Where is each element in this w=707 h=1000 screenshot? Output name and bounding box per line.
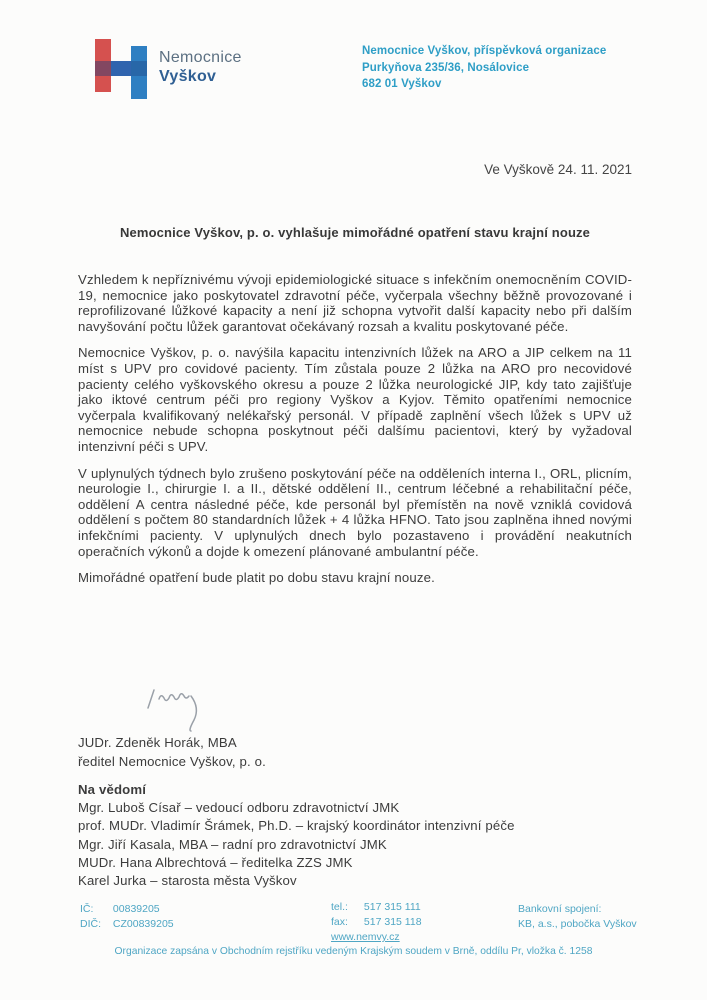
signature-block	[78, 686, 378, 771]
cc-heading: Na vědomí	[78, 782, 147, 797]
fax-row	[331, 915, 422, 930]
logo-name-line1: Nemocnice	[159, 49, 242, 66]
body-paragraph: Vzhledem k nepříznivému vývoji epidemiologické situace s infekčním onemocněním COVID-19, nemocnice jako poskytovatel zdravotní péče, vyčerpala všechny běžně provozované i reprofilizované lůžkové kapacity a není již schopna vytvořit další kapacity nebo při dalším navyšování počtu lůžek garantovat očekávaný rozsah a kvalitu poskytované péče.	[78, 272, 632, 334]
footer-ids	[80, 902, 174, 932]
org-city: 682 01 Vyškov	[362, 78, 442, 90]
footer-bank	[518, 902, 637, 932]
dic-value: CZ00839205	[112, 918, 174, 930]
footer-contacts	[331, 900, 422, 945]
fax-label: fax:	[331, 916, 348, 928]
hospital-h-icon	[95, 38, 147, 102]
cc-item: Karel Jurka – starosta města Vyškov	[78, 873, 297, 889]
signer-name: JUDr. Zdeněk Horák, MBA	[78, 735, 237, 750]
tel-row	[331, 900, 422, 915]
cc-item: MUDr. Hana Albrechtová – ředitelka ZZS JMK	[78, 854, 353, 870]
signer-role: ředitel Nemocnice Vyškov, p. o.	[78, 753, 266, 769]
website-row	[331, 930, 422, 945]
cc-item: Mgr. Jiří Kasala, MBA – radní pro zdravotnictví JMK	[78, 836, 387, 852]
body-paragraph: Mimořádné opatření bude platit po dobu stavu krajní nouze.	[78, 570, 435, 586]
handwritten-signature	[142, 686, 232, 732]
ic-row	[80, 902, 174, 917]
tel-value: 517 315 111	[363, 901, 421, 913]
body-paragraph: Nemocnice Vyškov, p. o. navýšila kapacitu intenzivních lůžek na ARO a JIP celkem na 11 míst s UPV pro covidové pacienty. Tím zůstala pouze 2 lůžka na ARO pro necovidové pacienty celého vyškovského okresu a pouze 2 lůžka neurologické JIP, kdy tato zajišťuje jako iktové centrum péči pro regiony Vyškov a Kyjov. Těmito opatřeními nemocnice vyčerpala kvalifikovaný nelékařský personál. V případě zaplnění všech lůžek s UPV už nemocnice nebude schopna poskytnout péči dalšímu pacientovi, který by vyžadoval intenzivní péči s UPV.	[78, 345, 632, 454]
dic-row	[80, 917, 174, 932]
registration-line: Organizace zapsána v Obchodním rejstříku vedeným Krajským soudem v Brně, oddílu Pr, vložka č. 1258	[114, 946, 593, 957]
document-title: Nemocnice Vyškov, p. o. vyhlašuje mimořádné opatření stavu krajní nouze	[119, 225, 591, 240]
cc-block	[78, 781, 632, 890]
date-line: Ve Vyškově 24. 11. 2021	[484, 162, 632, 177]
org-address-block	[362, 43, 647, 93]
logo-name-line2: Vyškov	[159, 68, 217, 85]
bank-value: KB, a.s., pobočka Vyškov	[518, 918, 637, 930]
tel-label: tel.:	[331, 901, 348, 913]
org-street: Purkyňova 235/36, Nosálovice	[362, 61, 530, 74]
bank-label: Bankovní spojení:	[518, 903, 602, 915]
fax-value: 517 315 118	[363, 916, 422, 928]
ic-value: 00839205	[112, 903, 160, 915]
logo-wordmark	[159, 38, 242, 86]
cc-list	[78, 799, 632, 890]
cc-item: Mgr. Luboš Císař – vedoucí odboru zdravotnictví JMK	[78, 800, 400, 816]
letter-body	[78, 272, 632, 586]
body-paragraph: V uplynulých týdnech bylo zrušeno poskytování péče na odděleních interna I., ORL, plicním, neurologie I., chirurgie I. a II., dětské oddělení II., centrum léčebné a rehabilitační péče, oddělení A centra následné péče, kde personál byl přemístěn na nově vzniklá covidová oddělení s počtem 80 standardních lůžek + 4 lůžka HFNO. Tato jsou zaplněna ihned novými infekčními pacienty. V uplynulých dnech bylo pozastaveno i provádění neakutních operačních výkonů a dojde k omezení plánované ambulantní péče.	[78, 465, 632, 559]
ic-label: IČ:	[80, 903, 94, 915]
dic-label: DIČ:	[80, 918, 101, 930]
org-name: Nemocnice Vyškov, příspěvková organizace	[362, 45, 607, 57]
cc-item: prof. MUDr. Vladimír Šrámek, Ph.D. – krajský koordinátor intenzivní péče	[78, 818, 515, 834]
hospital-logo	[95, 38, 242, 102]
website-link[interactable]: www.nemvy.cz	[331, 931, 400, 943]
